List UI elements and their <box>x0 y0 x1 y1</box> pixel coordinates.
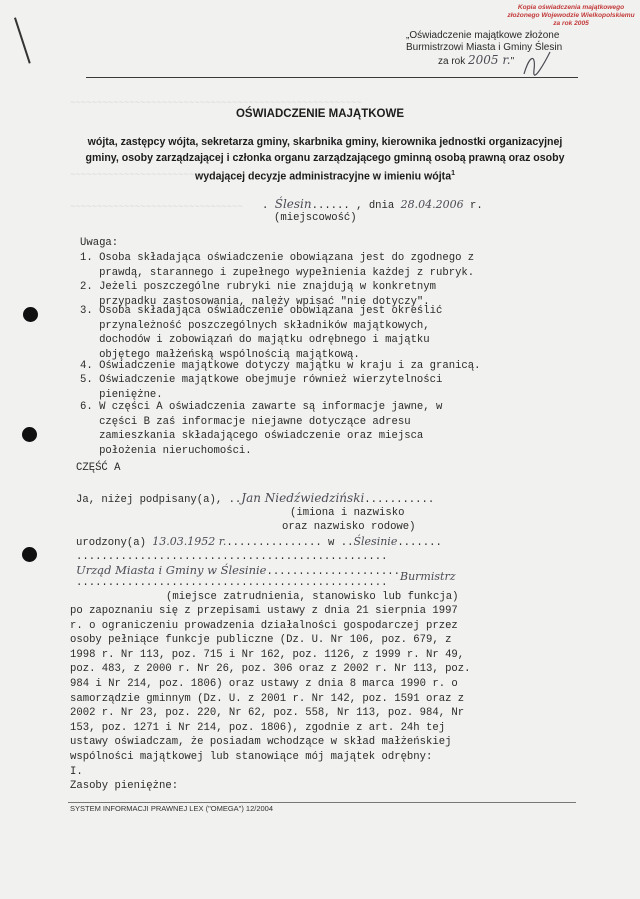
place-hand: Ślesin <box>274 197 312 211</box>
note-item: 3. Osoba składająca oświadczenie obowiązana jest określić przynależność poszczególnych składników majątkowych, dochodów i zobowiązań do majątku odrębnego i majątku objętego małżeńską wspólnością majątkową. <box>80 305 443 361</box>
bleed-through: ~~~~~~~~~~~~~~~~~~~~~~~~~~~~ <box>70 170 222 180</box>
header-note-year <box>406 54 596 68</box>
subtitle <box>60 134 590 185</box>
page-title: OŚWIADCZENIE MAJĄTKOWE <box>235 108 405 120</box>
name-hand: Jan Niedźwiedziński <box>241 491 365 505</box>
place-prefix: . <box>262 200 275 212</box>
footer-divider <box>68 802 576 803</box>
born-line <box>76 535 442 551</box>
place-caption: (miejscowość) <box>274 212 357 224</box>
stamp-line: Kopia oświadczenia majątkowego <box>517 4 625 11</box>
name-dots: ........... <box>364 494 435 506</box>
header-note <box>406 30 596 68</box>
note-item: 2. Jeżeli poszczególne rubryki nie znajdują w konkretnym przypadku zastosowania, należy wpisać "nie dotyczy". <box>80 281 437 308</box>
binder-hole <box>22 547 37 562</box>
footnote-mark: 1 <box>451 170 456 177</box>
dotted-line: ................................................. <box>76 551 388 563</box>
born-mid: ............... w .. <box>226 537 354 549</box>
name-prefix: Ja, niżej podpisany(a), .. <box>76 494 242 506</box>
copy-stamp <box>506 4 636 28</box>
section-title: Zasoby pieniężne: <box>70 780 179 792</box>
date-suffix: r. <box>469 200 483 212</box>
stamp-line: złożonego Wojewodzie Wielkopolskiemu <box>507 12 635 19</box>
name-caption: oraz nazwisko rodowe) <box>282 521 416 533</box>
footer-source: SYSTEM INFORMACJI PRAWNEJ LEX ("OMEGA") 12/2004 <box>70 804 274 813</box>
note-item: 6. W części A oświadczenia zawarte są informacje jawne, w części B zaś informacje niejawne dotyczące adresu zamieszkania składającego oświadczenie oraz miejsca położenia nieruchomości. <box>80 401 443 457</box>
subtitle-line <box>60 166 590 185</box>
name-caption: (imiona i nazwisko <box>290 507 405 519</box>
note-item: 5. Oświadczenie majątkowe obejmuje również wierzytelności pieniężne. <box>80 374 443 401</box>
header-divider <box>86 77 578 78</box>
signature-mark <box>520 50 554 80</box>
employer-hand: Urząd Miasta i Gminy w Ślesinie <box>76 563 267 577</box>
notes-heading: Uwaga: <box>80 237 119 249</box>
bleed-through: ~~~~~~~~~~~~~~~~~~~~~~~~~~~~~~~~~~~~~~~~~~~~~~~~~~~~~~ <box>70 98 362 108</box>
header-note-line: „Oświadczenie majątkowe złożone <box>406 30 560 41</box>
stamp-line: za rok 2005 <box>553 20 589 27</box>
note-item: 1. Osoba składająca oświadczenie obowiązana jest do zgodnego z prawdą, starannego i zupełnego wypełnienia każdej z rubryk. <box>80 252 475 279</box>
subtitle-line: gminy, osoby zarządzającej i członka organu zarządzającego gminną osobą prawną oraz osoby <box>85 152 565 164</box>
header-note-line: Burmistrzowi Miasta i Gminy Ślesin <box>406 42 563 53</box>
subtitle-line: wójta, zastępcy wójta, sekretarza gminy, skarbnika gminy, kierownika jednostki organizacyjnej <box>87 136 563 148</box>
position-hand: Burmistrz <box>400 570 456 583</box>
note-item: 4. Oświadczenie majątkowe dotyczy majątku w kraju i za granicą. <box>80 360 481 372</box>
date-hand: 28.04.2006 <box>400 198 464 211</box>
binder-hole <box>23 307 38 322</box>
bleed-through: ~~~~~~~~~~~~~~~~~~~~~~~~~~~~~~~~ <box>70 202 243 212</box>
born-dots: ....... <box>397 537 442 549</box>
header-note-prefix: za rok <box>438 56 466 67</box>
part-a-body: po zapoznaniu się z przepisami ustawy z dnia 21 sierpnia 1997 r. o ograniczeniu prowadzenia działalności gospodarczej przez osoby pełniące funkcje publiczne (Dz. U. Nr 106, poz. 679, z 1998 r. Nr 113, poz. 715 i Nr 162, poz. 1126, z 1999 r. Nr 49, poz. 483, z 2000 r. Nr 26, poz. 306 oraz z 2002 r. Nr 113, poz. 984 i Nr 214, poz. 1806) oraz ustawy z dnia 8 marca 1990 r. o samorządzie gminnym (Dz. U. z 2001 r. Nr 142, poz. 1591 oraz z 2002 r. Nr 23, poz. 220, Nr 62, poz. 558, Nr 113, poz. 984, Nr 153, poz. 1271 i Nr 214, poz. 1806), zgodnie z art. 24h tej ustawy oświadczam, że posiadam wchodzące w skład małżeńskiej wspólności majątkowej lub stanowiące mój majątek odrębny: <box>70 605 471 763</box>
position-caption: (miejsce zatrudnienia, stanowisko lub funkcja) <box>166 591 459 603</box>
born-prefix: urodzony(a) <box>76 537 146 549</box>
pen-mark <box>14 17 31 63</box>
born-date-hand: 13.03.1952 r. <box>152 535 227 548</box>
section-number: I. <box>70 766 83 778</box>
part-a-heading: CZĘŚĆ A <box>76 462 121 474</box>
place-dots: ...... , dnia <box>311 200 395 212</box>
header-note-year-hand: 2005 r. <box>468 53 511 67</box>
subtitle-line3: wydającej decyzje administracyjne w imieniu wójta <box>194 170 452 183</box>
employer-dots: ..................... <box>266 566 400 578</box>
position-line <box>76 576 388 591</box>
position-dots: ................................................. <box>76 577 388 589</box>
binder-hole <box>22 427 37 442</box>
header-note-suffix: " <box>510 56 515 67</box>
born-place-hand: Ślesinie <box>353 535 398 548</box>
